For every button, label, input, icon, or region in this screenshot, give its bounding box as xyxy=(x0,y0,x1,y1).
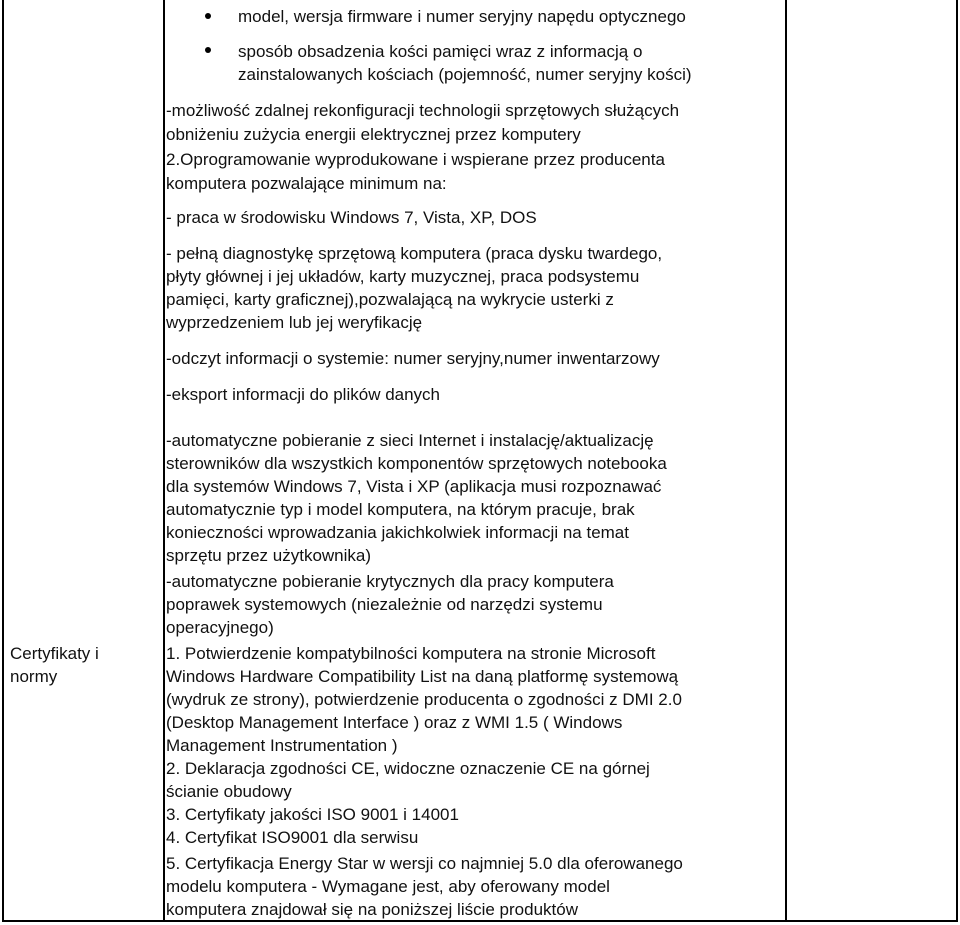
content-line: dla systemów Windows 7, Vista i XP (aplikacja musi rozpoznawać xyxy=(166,477,662,496)
content-line: komputera pozwalające minimum na: xyxy=(166,174,447,193)
table-border-right xyxy=(956,0,958,922)
certification-line: ścianie obudowy xyxy=(166,782,292,801)
row-label-line-1: Certyfikaty i xyxy=(10,644,99,663)
certification-line: (wydruk ze strony), potwierdzenie producenta o zgodności z DMI 2.0 xyxy=(166,690,682,709)
content-line: -automatyczne pobieranie krytycznych dla pracy komputera xyxy=(166,572,614,591)
content-line: -możliwość zdalnej rekonfiguracji technologii sprzętowych służących xyxy=(166,101,680,120)
content-line: - pełną diagnostykę sprzętową komputera (praca dysku twardego, xyxy=(166,244,663,263)
bullet-icon xyxy=(205,47,211,53)
table-border-col2 xyxy=(785,0,787,922)
content-line: sterowników dla wszystkich komponentów sprzętowych notebooka xyxy=(166,454,667,473)
certification-line: Management Instrumentation ) xyxy=(166,736,398,755)
certification-line: 5. Certyfikacja Energy Star w wersji co najmniej 5.0 dla oferowanego xyxy=(166,854,683,873)
certification-line: Windows Hardware Compatibility List na daną platformę systemową xyxy=(166,667,679,686)
bullet-text-continuation: zainstalowanych kościach (pojemność, numer seryjny kości) xyxy=(238,65,692,84)
content-line: wyprzedzeniem lub jej weryfikację xyxy=(166,313,423,332)
certification-line: 3. Certyfikaty jakości ISO 9001 i 14001 xyxy=(166,805,459,824)
certification-line: (Desktop Management Interface ) oraz z WMI 1.5 ( Windows xyxy=(166,713,623,732)
certification-line: 1. Potwierdzenie kompatybilności komputera na stronie Microsoft xyxy=(166,644,656,663)
certification-line: modelu komputera - Wymagane jest, aby oferowany model xyxy=(166,877,610,896)
content-line: -eksport informacji do plików danych xyxy=(166,385,441,404)
content-line: -odczyt informacji o systemie: numer seryjny,numer inwentarzowy xyxy=(166,349,660,368)
content-line: automatycznie typ i model komputera, na którym pracuje, brak xyxy=(166,500,635,519)
content-line: - praca w środowisku Windows 7, Vista, XP, DOS xyxy=(166,208,537,227)
content-line: 2.Oprogramowanie wyprodukowane i wspierane przez producenta xyxy=(166,150,665,169)
certification-line: 2. Deklaracja zgodności CE, widoczne oznaczenie CE na górnej xyxy=(166,759,650,778)
row-label-line-2: normy xyxy=(10,667,58,686)
content-line: operacyjnego) xyxy=(166,618,274,637)
content-line: poprawek systemowych (niezależnie od narzędzi systemu xyxy=(166,595,603,614)
table-border-col1 xyxy=(163,0,165,922)
content-line: konieczności wprowadzania jakichkolwiek informacji na temat xyxy=(166,523,629,542)
content-line: obniżeniu zużycia energii elektrycznej przez komputery xyxy=(166,125,581,144)
certification-line: komputera znajdował się na poniższej liście produktów xyxy=(166,900,578,919)
bullet-text: sposób obsadzenia kości pamięci wraz z informacją o xyxy=(238,42,643,61)
content-line: -automatyczne pobieranie z sieci Internet i instalację/aktualizację xyxy=(166,431,654,450)
certification-line: 4. Certyfikat ISO9001 dla serwisu xyxy=(166,828,419,847)
bullet-text: model, wersja firmware i numer seryjny napędu optycznego xyxy=(238,7,686,26)
bullet-icon xyxy=(205,13,211,19)
row-label-certyfikaty xyxy=(10,642,99,688)
content-line: sprzętu przez użytkownika) xyxy=(166,546,372,565)
table-border-left xyxy=(2,0,4,922)
content-line: pamięci, karty graficznej),pozwalającą na wykrycie usterki z xyxy=(166,290,614,309)
content-line: płyty głównej i jej układów, karty muzycznej, praca podsystemu xyxy=(166,267,640,286)
